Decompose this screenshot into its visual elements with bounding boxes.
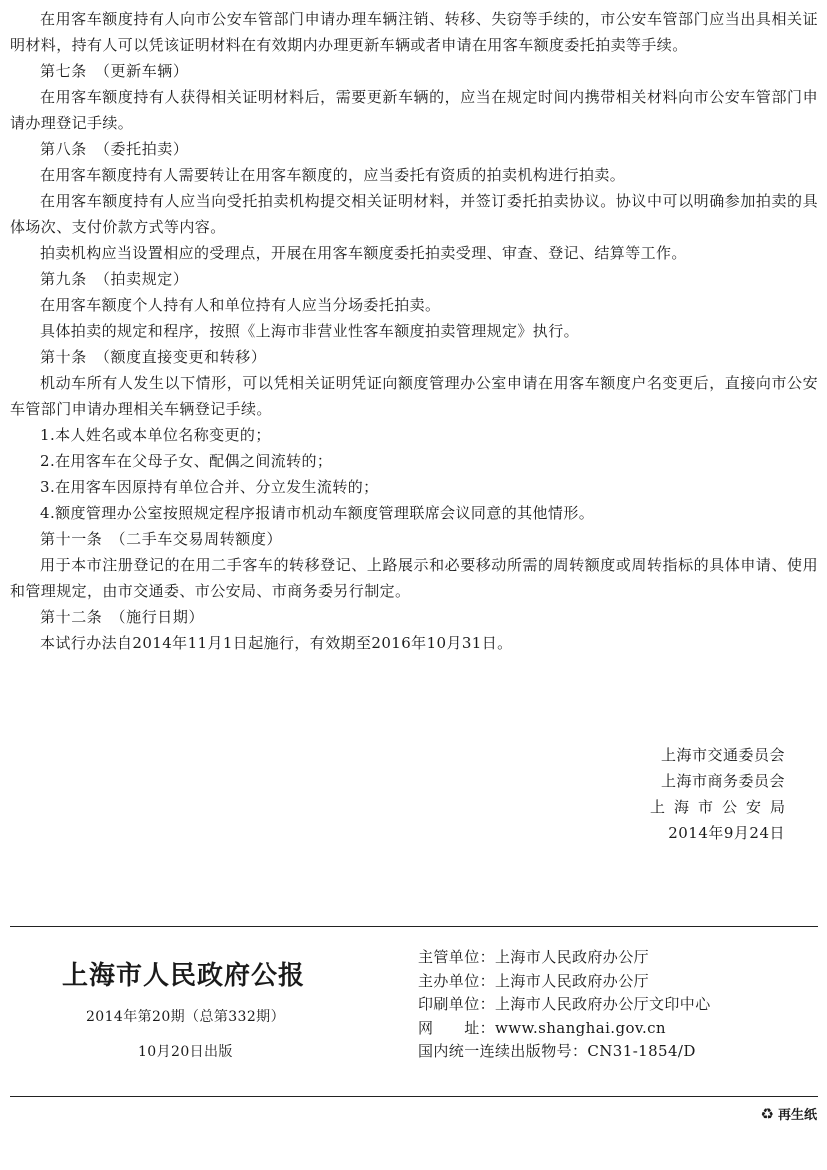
list-item: 4.额度管理办公室按照规定程序报请市机动车额度管理联席会议同意的其他情形。 — [40, 504, 595, 522]
printing-unit: 印刷单位：上海市人民政府办公厅文印中心 — [418, 995, 711, 1013]
signing-org-commerce: 上海市商务委员会 — [660, 772, 785, 790]
organizer-unit: 主办单位：上海市人民政府办公厅 — [418, 971, 650, 990]
serial-number: 国内统一连续出版物号：CN31-1854/D — [418, 1042, 696, 1060]
paragraph: 拍卖机构应当设置相应的受理点，开展在用客车额度委托拍卖受理、审查、登记、结算等工作。 — [40, 244, 687, 262]
paragraph: 在用客车额度持有人应当向受托拍卖机构提交相关证明材料，并签订委托拍卖协议。协议中可以明确参加拍卖的具体场次、支付价款方式等内容。 — [10, 192, 818, 236]
list-item: 2.在用客车在父母子女、配偶之间流转的； — [40, 452, 333, 470]
signing-org-police: 上海市公安局 — [649, 798, 794, 816]
list-item: 3.在用客车因原持有单位合并、分立发生流转的； — [40, 478, 379, 496]
list-item: 1.本人姓名或本单位名称变更的； — [40, 426, 271, 444]
paragraph: 具体拍卖的规定和程序，按照《上海市非营业性客车额度拍卖管理规定》执行。 — [40, 322, 580, 340]
recycled-paper-label: 再生纸 — [777, 1108, 817, 1123]
issue-number: 2014年第20期（总第332期） — [86, 1009, 285, 1025]
paragraph: 在用客车额度持有人获得相关证明材料后，需要更新车辆的，应当在规定时间内携带相关材料向市公安车管部门申请办理登记手续。 — [10, 88, 818, 132]
publication-info — [418, 946, 711, 1064]
footer-bottom-rule — [10, 1096, 818, 1097]
footer-top-rule — [10, 926, 818, 927]
article-heading-10: 第十条 （额度直接变更和转移） — [40, 348, 267, 366]
paragraph: 在用客车额度持有人需要转让在用客车额度的，应当委托有资质的拍卖机构进行拍卖。 — [40, 166, 626, 184]
signature-block — [649, 742, 794, 846]
recycle-icon: ♻ — [760, 1104, 774, 1123]
article-heading-12: 第十二条 （施行日期） — [40, 608, 205, 626]
article-heading-8: 第八条 （委托拍卖） — [40, 140, 189, 158]
signing-org-transport: 上海市交通委员会 — [660, 746, 785, 764]
paragraph: 在用客车额度持有人向市公安车管部门申请办理车辆注销、转移、失窃等手续的，市公安车管部门应当出具相关证明材料，持有人可以凭该证明材料在有效期内办理更新车辆或者申请在用客车额度委托拍卖等手续。 — [10, 10, 818, 54]
article-heading-9: 第九条 （拍卖规定） — [40, 270, 189, 288]
journal-title: 上海市人民政府公报 — [62, 961, 306, 991]
paragraph: 机动车所有人发生以下情形，可以凭相关证明凭证向额度管理办公室申请在用客车额度户名变更后，直接向市公安车管部门申请办理相关车辆登记手续。 — [10, 374, 818, 418]
article-heading-7: 第七条 （更新车辆） — [40, 62, 189, 80]
article-body — [10, 0, 818, 656]
paragraph: 用于本市注册登记的在用二手客车的转移登记、上路展示和必要移动所需的周转额度或周转指标的具体申请、使用和管理规定，由市交通委、市公安局、市商务委另行制定。 — [10, 556, 818, 600]
recycled-paper-mark — [761, 1104, 817, 1123]
signing-date: 2014年9月24日 — [668, 824, 785, 842]
paragraph: 在用客车额度个人持有人和单位持有人应当分场委托拍卖。 — [40, 296, 441, 314]
sponsor-unit: 主管单位：上海市人民政府办公厅 — [418, 948, 650, 966]
website: 网 址：www.shanghai.gov.cn — [418, 1018, 666, 1037]
article-heading-11: 第十一条 （二手车交易周转额度） — [40, 530, 283, 548]
publication-date: 10月20日出版 — [138, 1044, 233, 1060]
paragraph: 本试行办法自2014年11月1日起施行，有效期至2016年10月31日。 — [40, 634, 513, 652]
